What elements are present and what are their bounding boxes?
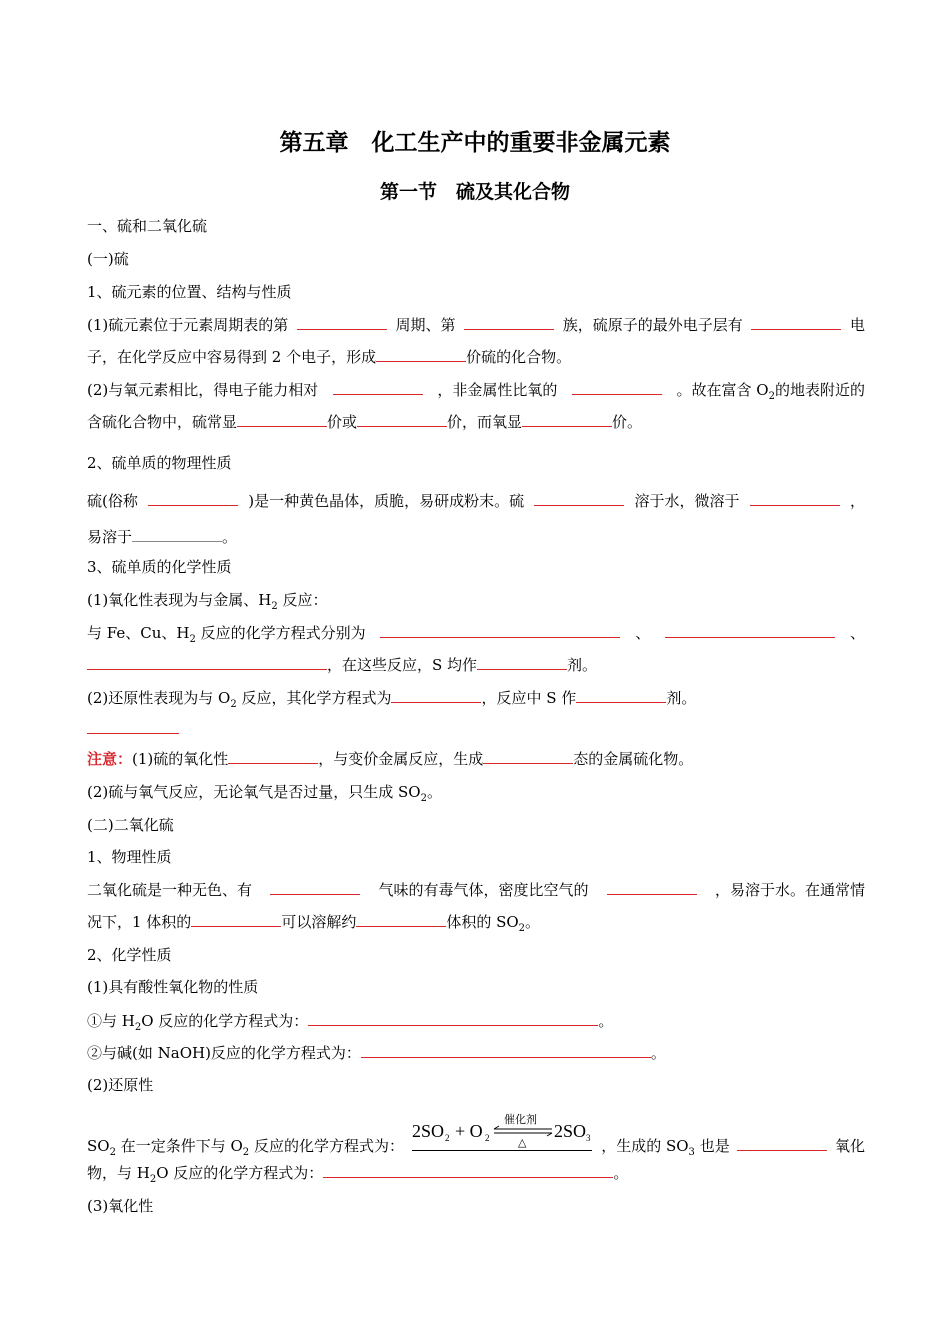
fill-blank[interactable]: [270, 880, 360, 895]
paragraph-line: (2)与氧元素相比，得电子能力相对 ，非金属性比氧的 。故在富含 $O_2$的地表附近的: [87, 381, 865, 402]
paragraph-line: 硫(俗称 )是一种黄色晶体，质脆，易研成粉末。硫 溶于水，微溶于 ，: [87, 492, 865, 510]
fill-blank[interactable]: [534, 491, 624, 506]
fill-blank[interactable]: [323, 1163, 613, 1178]
paragraph-line: $SO_2$ 在一定条件下与 $O_2$ 反应的化学方程式为： 2SO 2 + O 2 催化剂 △ 2SO 3 ，生成的 $SO_3$ 也是 氧化: [87, 1113, 865, 1158]
heading-so2-chemical: 2、化学性质: [87, 946, 172, 964]
eq-sub: 2: [484, 1133, 490, 1143]
eq-plus-o2: + O: [454, 1121, 483, 1141]
fill-blank[interactable]: [297, 315, 387, 330]
eq-sub: 2: [444, 1133, 450, 1143]
fill-blank[interactable]: [87, 733, 179, 734]
paragraph-line: (2)硫与氧气反应，无论氧气是否过量，只生成 $SO_2$。: [87, 783, 442, 804]
chapter-title: 第五章 化工生产中的重要非金属元素: [279, 130, 671, 156]
fill-blank[interactable]: [357, 412, 447, 427]
fill-blank[interactable]: [750, 491, 840, 506]
fill-blank[interactable]: [665, 623, 835, 638]
fill-blank[interactable]: [464, 315, 554, 330]
fill-blank[interactable]: [308, 1011, 598, 1026]
fill-blank[interactable]: [132, 527, 222, 542]
note-label: 注意：: [87, 750, 133, 768]
eq-sub: 3: [585, 1133, 591, 1143]
paragraph-line: (1)硫元素位于元素周期表的第 周期、第 族，硫原子的最外电子层有 电: [87, 316, 865, 334]
heading-oxidizability: (3)氧化性: [87, 1197, 154, 1215]
fill-blank[interactable]: [572, 380, 662, 395]
eq-heat: △: [517, 1136, 527, 1149]
heading-sulfur-and-so2: 一、硫和二氧化硫: [87, 217, 208, 235]
paragraph-line: ②与碱(如 NaOH)反应的化学方程式为： 。: [87, 1044, 666, 1062]
fill-blank[interactable]: [361, 1043, 651, 1058]
heading-position-structure: 1、硫元素的位置、结构与性质: [87, 283, 292, 301]
fill-blank[interactable]: [333, 380, 423, 395]
note-line: 注意：(1)硫的氧化性 ，与变价金属反应，生成 态的金属硫化物。: [87, 750, 694, 768]
eq-product: 2SO: [553, 1121, 586, 1141]
fill-blank[interactable]: [737, 1136, 827, 1151]
paragraph-line: 况下，1 体积的 可以溶解约 体积的 $SO_2$。: [87, 913, 541, 934]
fill-blank[interactable]: [391, 688, 481, 703]
fill-blank[interactable]: [87, 655, 327, 670]
heading-chemical-properties: 3、硫单质的化学性质: [87, 558, 232, 576]
fill-blank[interactable]: [148, 491, 238, 506]
paragraph-line: 与 Fe、Cu、$H_2$ 反应的化学方程式分别为 、 、: [87, 624, 865, 645]
fill-blank[interactable]: [522, 412, 612, 427]
fill-blank[interactable]: [576, 688, 666, 703]
fill-blank[interactable]: [607, 880, 697, 895]
fill-blank[interactable]: [356, 912, 446, 927]
fill-blank[interactable]: [477, 655, 567, 670]
heading-reducibility: (2)还原性: [87, 1076, 154, 1094]
paragraph-line: 二氧化硫是一种无色、有 气味的有毒气体，密度比空气的 ，易溶于水。在通常情: [87, 881, 865, 899]
paragraph-line: 含硫化合物中，硫常显 价或 价，而氧显 价。: [87, 413, 643, 431]
heading-physical-properties: 2、硫单质的物理性质: [87, 454, 232, 472]
paragraph-line: 子，在化学反应中容易得到 2 个电子，形成 价硫的化合物。: [87, 348, 572, 366]
heading-so2-physical: 1、物理性质: [87, 848, 172, 866]
fill-blank[interactable]: [483, 749, 573, 764]
reaction-equation: [411, 1113, 592, 1151]
equation-svg: [412, 1112, 594, 1150]
paragraph-line: ①与 $H_2O$ 反应的化学方程式为： 。: [87, 1012, 614, 1033]
eq-catalyst: 催化剂: [503, 1113, 537, 1126]
section-title: 第一节 硫及其化合物: [379, 181, 570, 203]
heading-sulfur-dioxide: (二)二氧化硫: [87, 816, 174, 834]
fill-blank[interactable]: [191, 912, 281, 927]
heading-sulfur: (一)硫: [87, 250, 129, 268]
heading-acidic-oxide: (1)具有酸性氧化物的性质: [87, 978, 259, 996]
eq-reactant: 2SO: [411, 1121, 444, 1141]
fill-blank[interactable]: [751, 315, 841, 330]
fill-blank[interactable]: [376, 347, 466, 362]
paragraph-line: ，在这些反应，S 均作 剂。: [87, 655, 865, 675]
paragraph-line: (1)氧化性表现为与金属、$H_2$ 反应：: [87, 591, 328, 612]
paragraph-line: 物，与 $H_2O$ 反应的化学方程式为： 。: [87, 1164, 629, 1185]
fill-blank[interactable]: [237, 412, 327, 427]
paragraph-line: (2)还原性表现为与 $O_2$ 反应，其化学方程式为 ，反应中 S 作 剂。: [87, 689, 697, 710]
paragraph-line: 易溶于 。: [87, 528, 238, 546]
fill-blank[interactable]: [228, 749, 318, 764]
fill-blank[interactable]: [380, 623, 620, 638]
